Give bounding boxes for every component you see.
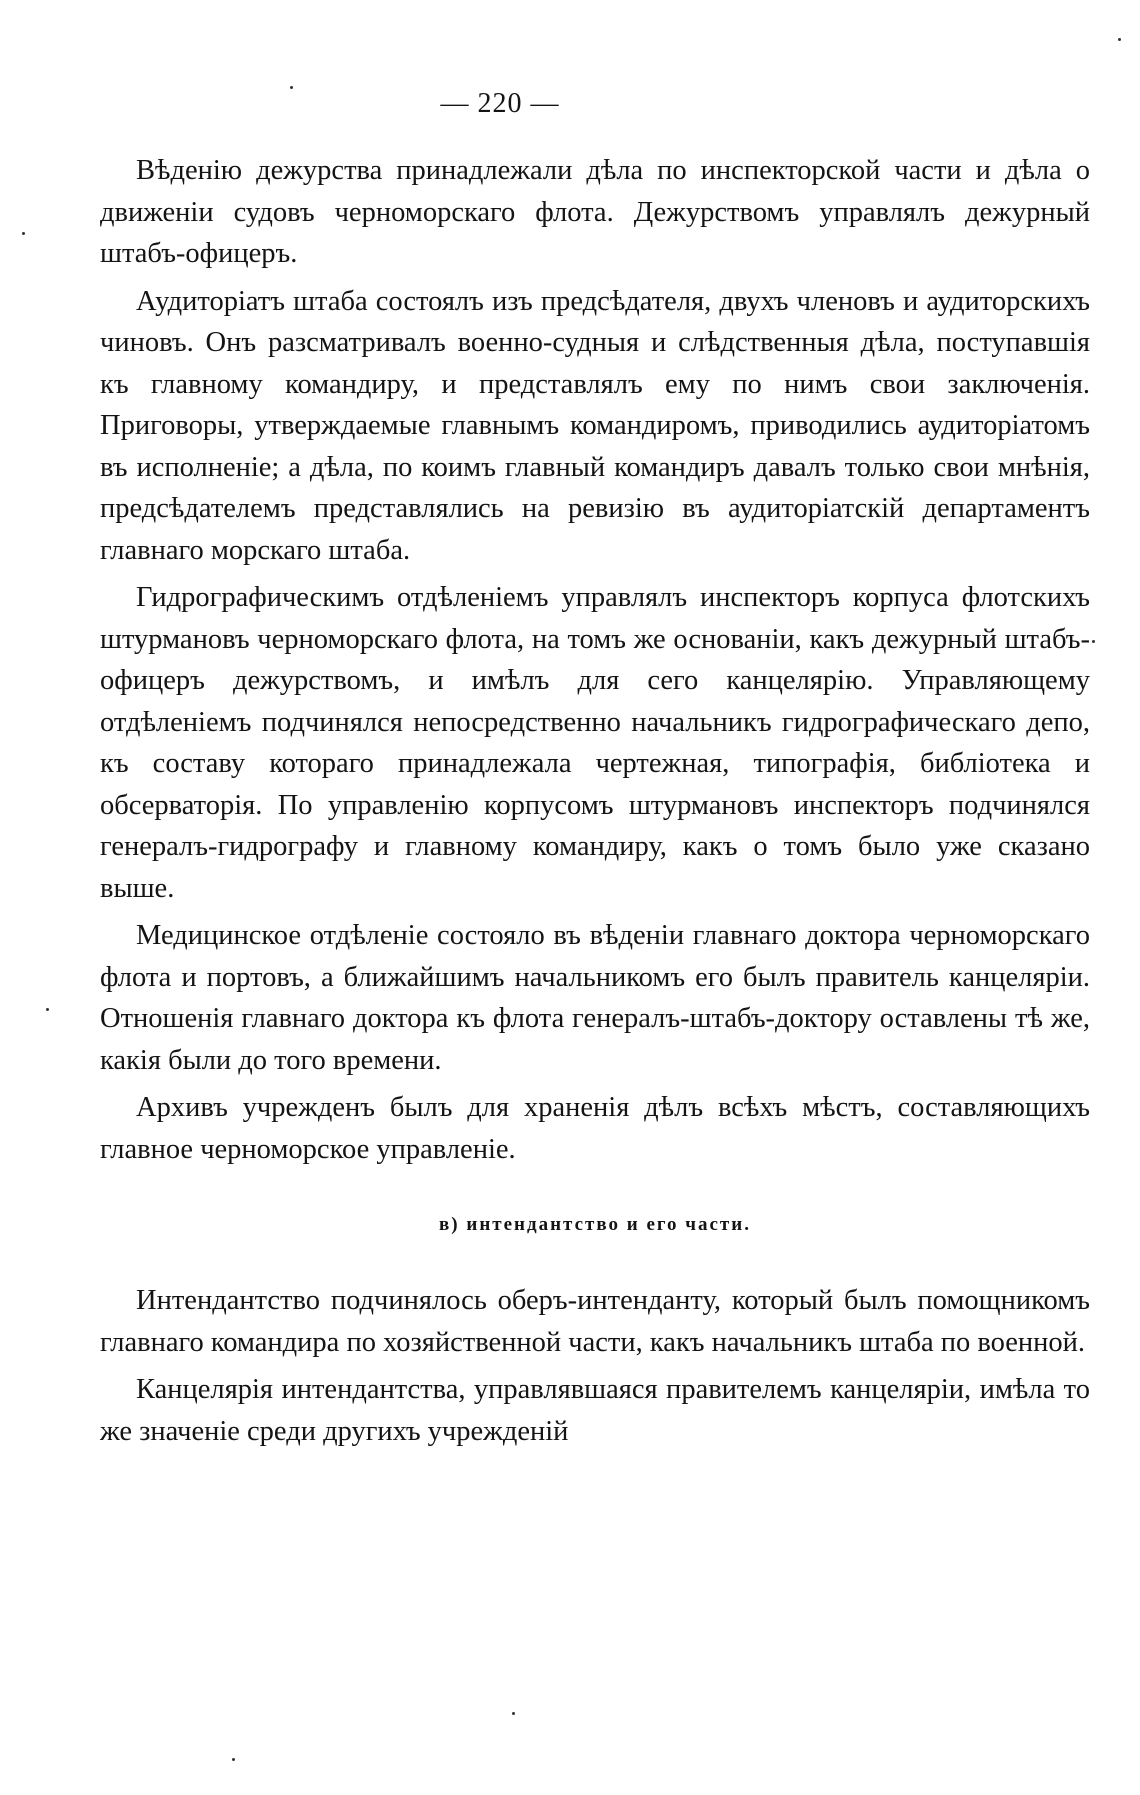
page-number: — 220 — [440, 88, 560, 119]
paragraph-archive: Архивъ учрежденъ былъ для храненія дѣлъ всѣхъ мѣстъ, составляющихъ главное черноморское управленіе. [100, 1092, 1090, 1165]
section-heading: в) интендантство и его части. [439, 1214, 751, 1235]
scan-speck [512, 1712, 515, 1715]
paragraph-duty: Вѣденію дежурства принадлежали дѣла по инспекторской части и дѣла о движеніи судовъ черноморскаго флота. Дежурствомъ управлялъ дежурный штабъ-офицеръ. [100, 155, 1090, 269]
scan-speck [1092, 640, 1095, 643]
scan-speck [232, 1758, 235, 1761]
scan-speck [1118, 38, 1121, 41]
paragraph-hydrographic: Гидрографическимъ отдѣленіемъ управлялъ инспекторъ корпуса флотскихъ штурмановъ черноморскаго флота, на томъ же основаніи, какъ дежурный штабъ-офицеръ дежурствомъ, и имѣлъ для сего канцелярію. Управляющему отдѣленіемъ подчинялся непосредственно начальникъ гидрографическаго депо, къ составу котораго принадлежала чертежная, типографія, библіотека и обсерваторія. По управленію корпусомъ штурмановъ инспекторъ подчинялся генералъ-гидрографу и главному командиру, какъ о томъ было уже сказано выше. [100, 582, 1090, 904]
scan-speck [46, 1008, 49, 1011]
paragraph-intendancy: Интендантство подчинялось оберъ-интенданту, который былъ помощникомъ главнаго командира по хозяйственной части, какъ начальникъ штаба по военной. [100, 1285, 1090, 1358]
paragraph-auditoriat: Аудиторіатъ штаба состоялъ изъ предсѣдателя, двухъ членовъ и аудиторскихъ чиновъ. Онъ разсматривалъ военно-судныя и слѣдственныя дѣла, поступавшія къ главному командиру, и представлялъ ему по нимъ свои заключенія. Приговоры, утверждаемые главнымъ командиромъ, приводились аудиторіатомъ въ исполненіе; а дѣла, по коимъ главный командиръ давалъ только свои мнѣнія, предсѣдателемъ представлялись на ревизію въ аудиторіатскій департаментъ главнаго морскаго штаба. [100, 285, 1090, 566]
paragraph-chancellery: Канцелярія интендантства, управлявшаяся правителемъ канцеляріи, имѣла то же значеніе среди другихъ учрежденій [100, 1374, 1090, 1447]
scan-speck [22, 232, 25, 235]
page-body [100, 150, 1090, 1458]
paragraph-medical: Медицинское отдѣленіе состояло въ вѣденіи главнаго доктора черноморскаго флота и портовъ, а ближайшимъ начальникомъ его былъ правитель канцеляріи. Отношенія главнаго доктора къ флота генералъ-штабъ-доктору оставлены тѣ же, какія были до того времени. [100, 920, 1090, 1076]
scan-speck [290, 86, 293, 89]
